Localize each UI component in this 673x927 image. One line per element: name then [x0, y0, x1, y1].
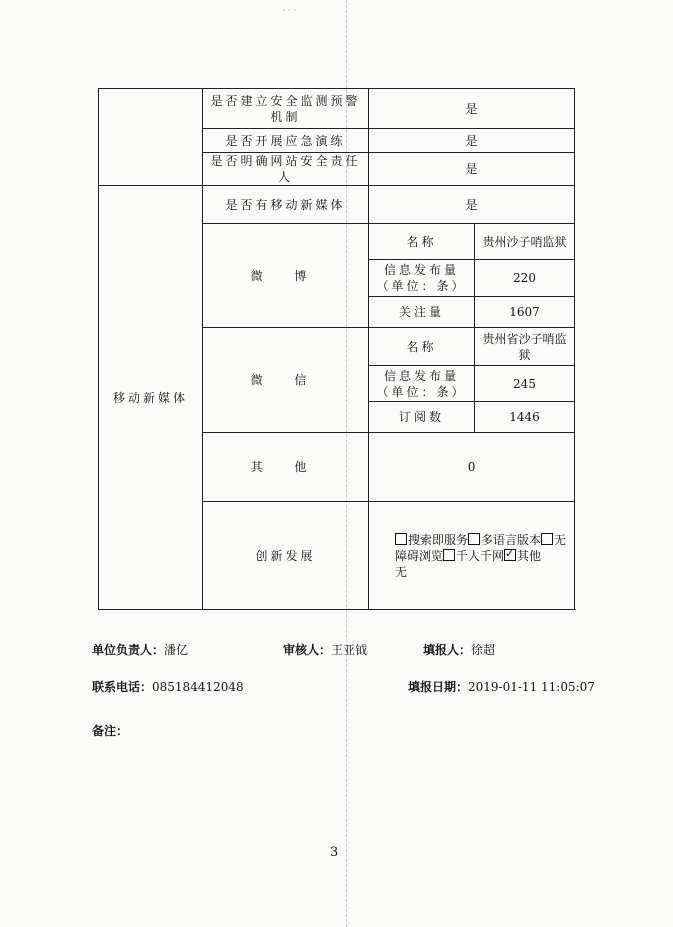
other-media-value: 0: [369, 433, 575, 502]
reviewer: [283, 641, 367, 658]
wechat-subs-value: 1446: [475, 402, 575, 433]
checked-checkbox-icon[interactable]: [504, 549, 516, 561]
filler: [423, 641, 495, 658]
monitoring-value: 是: [369, 89, 575, 129]
option-personalized[interactable]: 千人千网: [443, 549, 504, 563]
empty-section-cell: [99, 89, 203, 186]
innovation-label: 创新发展: [203, 502, 369, 610]
weibo-label: 微 博: [203, 224, 369, 328]
checkbox-icon[interactable]: [541, 533, 553, 545]
filler-value: 徐超: [471, 643, 496, 657]
option-search-service[interactable]: 搜索即服务: [395, 533, 468, 547]
phone: [92, 678, 244, 695]
report-table: [98, 88, 575, 610]
innovation-other-text: 无: [395, 564, 408, 579]
other-media-label: 其 他: [203, 433, 369, 502]
mobile-media-section-label: 移动新媒体: [99, 186, 203, 610]
weibo-name-label: 名称: [369, 224, 475, 260]
reviewer-label: 审核人：: [283, 643, 332, 657]
drill-label: 是否开展应急演练: [203, 129, 369, 153]
fill-date-label: 填报日期：: [408, 680, 469, 694]
has-mobile-media-label: 是否有移动新媒体: [203, 186, 369, 224]
innovation-options: [369, 502, 575, 610]
weibo-name-value: 贵州沙子哨监狱: [475, 224, 575, 260]
page-number: 3: [330, 845, 339, 860]
security-owner-label: 是否明确网站安全责任人: [203, 153, 369, 186]
wechat-name-label: 名称: [369, 328, 475, 366]
weibo-posts-value: 220: [475, 260, 575, 297]
option-other[interactable]: ✓ 其他: [504, 549, 541, 563]
weibo-followers-value: 1607: [475, 297, 575, 328]
checkbox-icon[interactable]: [468, 533, 480, 545]
fill-date: [408, 678, 595, 695]
filler-label: 填报人：: [423, 643, 472, 657]
weibo-followers-label: 关注量: [369, 297, 475, 328]
has-mobile-media-value: 是: [369, 186, 575, 224]
drill-value: 是: [369, 129, 575, 153]
fill-date-value: 2019-01-11 11:05:07: [468, 680, 595, 694]
remarks: [92, 722, 128, 739]
phone-value: 085184412048: [152, 680, 244, 694]
wechat-posts-value: 245: [475, 366, 575, 402]
monitoring-label: 是否建立安全监测预警机制: [203, 89, 369, 129]
phone-label: 联系电话：: [92, 680, 153, 694]
checkbox-icon[interactable]: [395, 533, 407, 545]
checkbox-icon[interactable]: [443, 549, 455, 561]
reviewer-value: 王亚钺: [331, 643, 368, 657]
unit-head-label: 单位负责人：: [92, 643, 165, 657]
wechat-posts-label: 信息发布量（单位：条）: [369, 366, 475, 402]
wechat-name-value: 贵州省沙子哨监狱: [475, 328, 575, 366]
option-multilingual[interactable]: 多语言版本: [468, 533, 541, 547]
weibo-posts-label: 信息发布量（单位：条）: [369, 260, 475, 297]
option-accessibility[interactable]: 无障碍浏览: [395, 532, 567, 563]
wechat-label: 微 信: [203, 328, 369, 433]
unit-head: [92, 641, 188, 658]
security-owner-value: 是: [369, 153, 575, 186]
remarks-label: 备注：: [92, 724, 129, 738]
scan-specks: · · ·: [282, 6, 297, 16]
unit-head-value: 潘亿: [164, 643, 189, 657]
wechat-subs-label: 订阅数: [369, 402, 475, 433]
